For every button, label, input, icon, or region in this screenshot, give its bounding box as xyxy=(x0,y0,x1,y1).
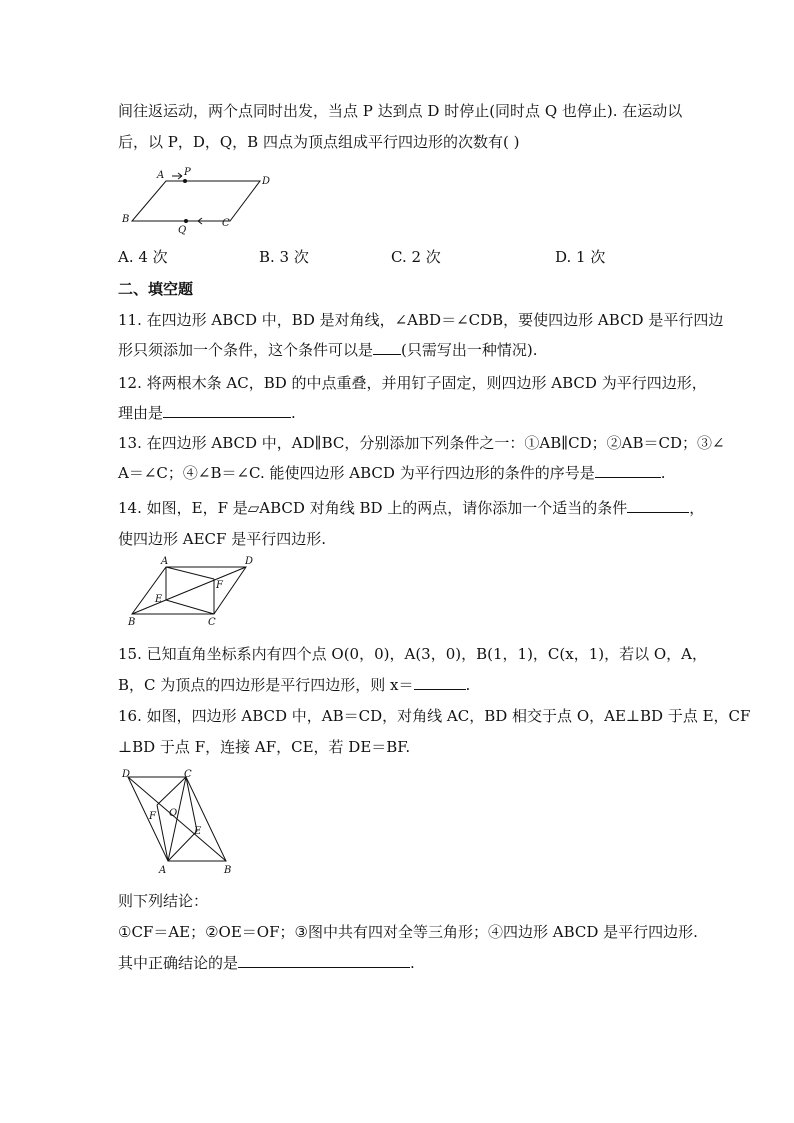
q11-answer-blank[interactable] xyxy=(373,340,401,355)
q16-answer-blank[interactable] xyxy=(238,953,410,968)
q11-text-a: 形只须添加一个条件，这个条件可以是 xyxy=(118,341,374,359)
q16-label-e: E xyxy=(194,826,202,837)
q12-text-a: 理由是 xyxy=(118,404,164,422)
q13-line-1: 13. 在四边形 ABCD 中，AD∥BC，分别添加下列条件之一：①AB∥CD；②AB＝CD；③∠ xyxy=(118,434,725,452)
q14-label-a: A xyxy=(161,556,169,567)
q10-line-1: 间往返运动，两个点同时出发，当点 P 达到点 D 时停止(同时点 Q 也停止). 在运动以 xyxy=(118,102,683,120)
q14-answer-blank[interactable] xyxy=(627,498,689,513)
q14-label-e: E xyxy=(155,594,163,605)
q11-text-b: (只需写出一种情况). xyxy=(401,341,538,359)
q10-label-q: Q xyxy=(178,225,187,236)
q10-option-d: D. 1 次 xyxy=(555,248,606,266)
q10-parallelogram xyxy=(132,181,260,221)
q16-label-o: O xyxy=(169,808,178,819)
q16-line-5 xyxy=(118,953,415,973)
q15-line-1: 15. 已知直角坐标系内有四个点 O(0，0)，A(3，0)，B(1，1)，C(x，1)，若以 O，A， xyxy=(118,645,708,663)
q15-answer-blank[interactable] xyxy=(414,675,466,690)
q16-figure xyxy=(118,765,240,877)
q14-text-b: ， xyxy=(689,499,705,517)
q14-label-d: D xyxy=(245,556,254,567)
q14-line-2: 使四边形 AECF 是平行四边形. xyxy=(118,530,326,548)
q12-answer-blank[interactable] xyxy=(163,403,291,418)
section-title-fill-in: 二、填空题 xyxy=(118,280,194,298)
q16-line-4: ①CF＝AE；②OE＝OF；③图中共有四对全等三角形；④四边形 ABCD 是平行四边形. xyxy=(118,923,698,941)
q14-label-c: C xyxy=(208,617,216,628)
q13-text-a: A＝∠C；④∠B＝∠C. 能使四边形 ABCD 为平行四边形的条件的序号是 xyxy=(118,464,595,482)
q16-label-b: B xyxy=(224,865,232,876)
q15-line-2 xyxy=(118,675,470,695)
q16-text-b: . xyxy=(410,954,415,972)
q16-label-a: A xyxy=(159,865,167,876)
q16-text-a: 其中正确结论的是 xyxy=(118,954,239,972)
q12-text-b: . xyxy=(291,404,296,422)
q16-line-1: 16. 如图，四边形 ABCD 中，AB＝CD，对角线 AC，BD 相交于点 O，AE⊥BD 于点 E，CF xyxy=(118,707,751,725)
q10-label-p: P xyxy=(184,167,191,178)
q10-figure xyxy=(120,166,280,236)
q15-text-b: . xyxy=(465,676,471,694)
q10-label-a: A xyxy=(157,170,165,181)
q12-line-2 xyxy=(118,403,296,423)
q11-line-1: 11. 在四边形 ABCD 中，BD 是对角线，∠ABD＝∠CDB，要使四边形 ABCD 是平行四边 xyxy=(118,311,724,329)
q14-text-a: 14. 如图，E，F 是▱ABCD 对角线 BD 上的两点，请你添加一个适当的条件 xyxy=(118,499,628,517)
q14-figure xyxy=(122,555,260,627)
q16-line-3: 则下列结论： xyxy=(118,892,209,910)
q16-line-2: ⊥BD 于点 F，连接 AF，CE，若 DE＝BF. xyxy=(118,738,411,756)
q10-option-a: A. 4 次 xyxy=(118,248,168,266)
q10-label-b: B xyxy=(122,214,130,225)
q13-answer-blank[interactable] xyxy=(595,463,661,478)
q10-option-b: B. 3 次 xyxy=(259,248,309,266)
q10-label-d: D xyxy=(262,176,271,187)
q15-text-a: B，C 为顶点的四边形是平行四边形，则 x＝ xyxy=(118,676,414,694)
q14-label-f: F xyxy=(216,580,223,591)
q13-line-2 xyxy=(118,463,665,483)
q13-text-b: . xyxy=(660,464,666,482)
q10-option-c: C. 2 次 xyxy=(391,248,441,266)
q16-label-d: D xyxy=(122,769,131,780)
q10-label-c: C xyxy=(222,218,230,229)
q16-label-f: F xyxy=(149,811,156,822)
q14-label-b: B xyxy=(128,617,136,628)
q11-line-2 xyxy=(118,340,538,360)
q16-label-c: C xyxy=(184,769,192,780)
q14-line-1 xyxy=(118,498,704,518)
q10-line-2: 后，以 P，D，Q，B 四点为顶点组成平行四边形的次数有( ) xyxy=(118,133,520,151)
q12-line-1: 12. 将两根木条 AC，BD 的中点重叠，并用钉子固定，则四边形 ABCD 为平行四边形， xyxy=(118,374,707,392)
